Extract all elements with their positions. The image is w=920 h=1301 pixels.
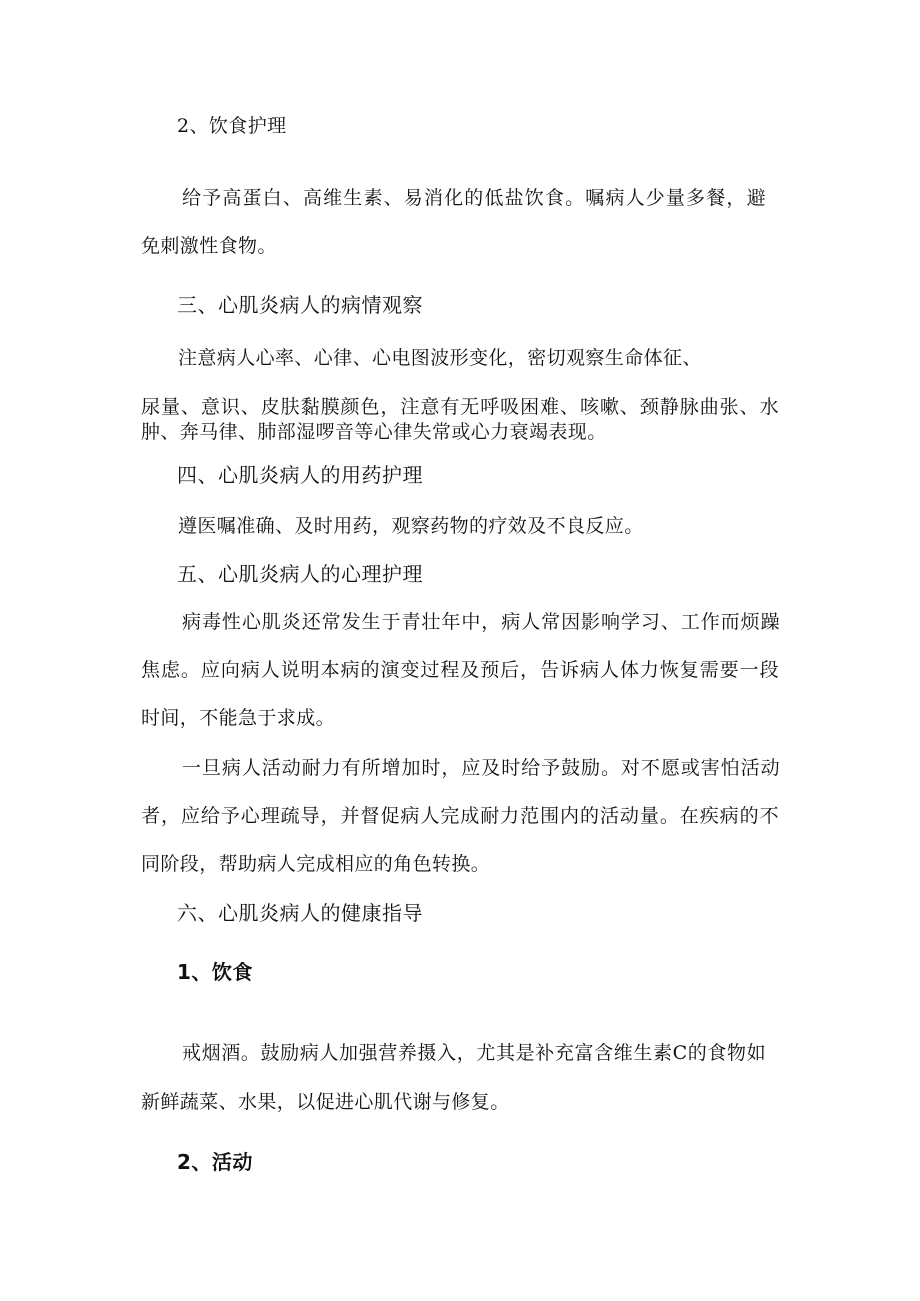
paragraph-line: 给予高蛋白、高维生素、易消化的低盐饮食。嘱病人少量多餐，避 (182, 187, 766, 209)
subheading-activity: 2、活动 (177, 1150, 253, 1174)
paragraph-line: 新鲜蔬菜、水果，以促进心肌代谢与修复。 (141, 1091, 510, 1113)
heading-condition-observation: 三、心肌炎病人的病情观察 (177, 293, 423, 317)
paragraph-line: 焦虑。应向病人说明本病的演变过程及预后，告诉病人体力恢复需要一段 (141, 659, 779, 681)
paragraph-line: 者，应给予心理疏导，并督促病人完成耐力范围内的活动量。在疾病的不 (141, 805, 779, 827)
paragraph-line: 同阶段，帮助病人完成相应的角色转换。 (141, 853, 491, 875)
paragraph-line: 肿、奔马律、肺部湿啰音等心律失常或心力衰竭表现。 (141, 421, 607, 443)
paragraph-line: 一旦病人活动耐力有所增加时，应及时给予鼓励。对不愿或害怕活动 (182, 757, 780, 779)
paragraph-line: 注意病人心率、心律、心电图波形变化，密切观察生命体征、 (178, 347, 702, 369)
paragraph-line: 免刺激性食物。 (141, 235, 277, 257)
paragraph-line: 戒烟酒。鼓励病人加强营养摄入，尤其是补充富含维生素C的食物如 (182, 1042, 766, 1064)
heading-psychological-care: 五、心肌炎病人的心理护理 (177, 562, 423, 586)
paragraph-line: 尿量、意识、皮肤黏膜颜色，注意有无呼吸困难、咳嗽、颈静脉曲张、水 (141, 396, 779, 418)
subheading-diet: 1、饮食 (177, 960, 253, 984)
paragraph-line: 遵医嘱准确、及时用药，观察药物的疗效及不良反应。 (178, 515, 644, 537)
paragraph-line: 病毒性心肌炎还常发生于青壮年中，病人常因影响学习、工作而烦躁 (182, 611, 780, 633)
paragraph-line: 时间，不能急于求成。 (141, 707, 336, 729)
section-title-diet-care: 2、饮食护理 (177, 115, 287, 137)
heading-medication-care: 四、心肌炎病人的用药护理 (177, 463, 423, 487)
heading-health-guidance: 六、心肌炎病人的健康指导 (177, 901, 423, 925)
